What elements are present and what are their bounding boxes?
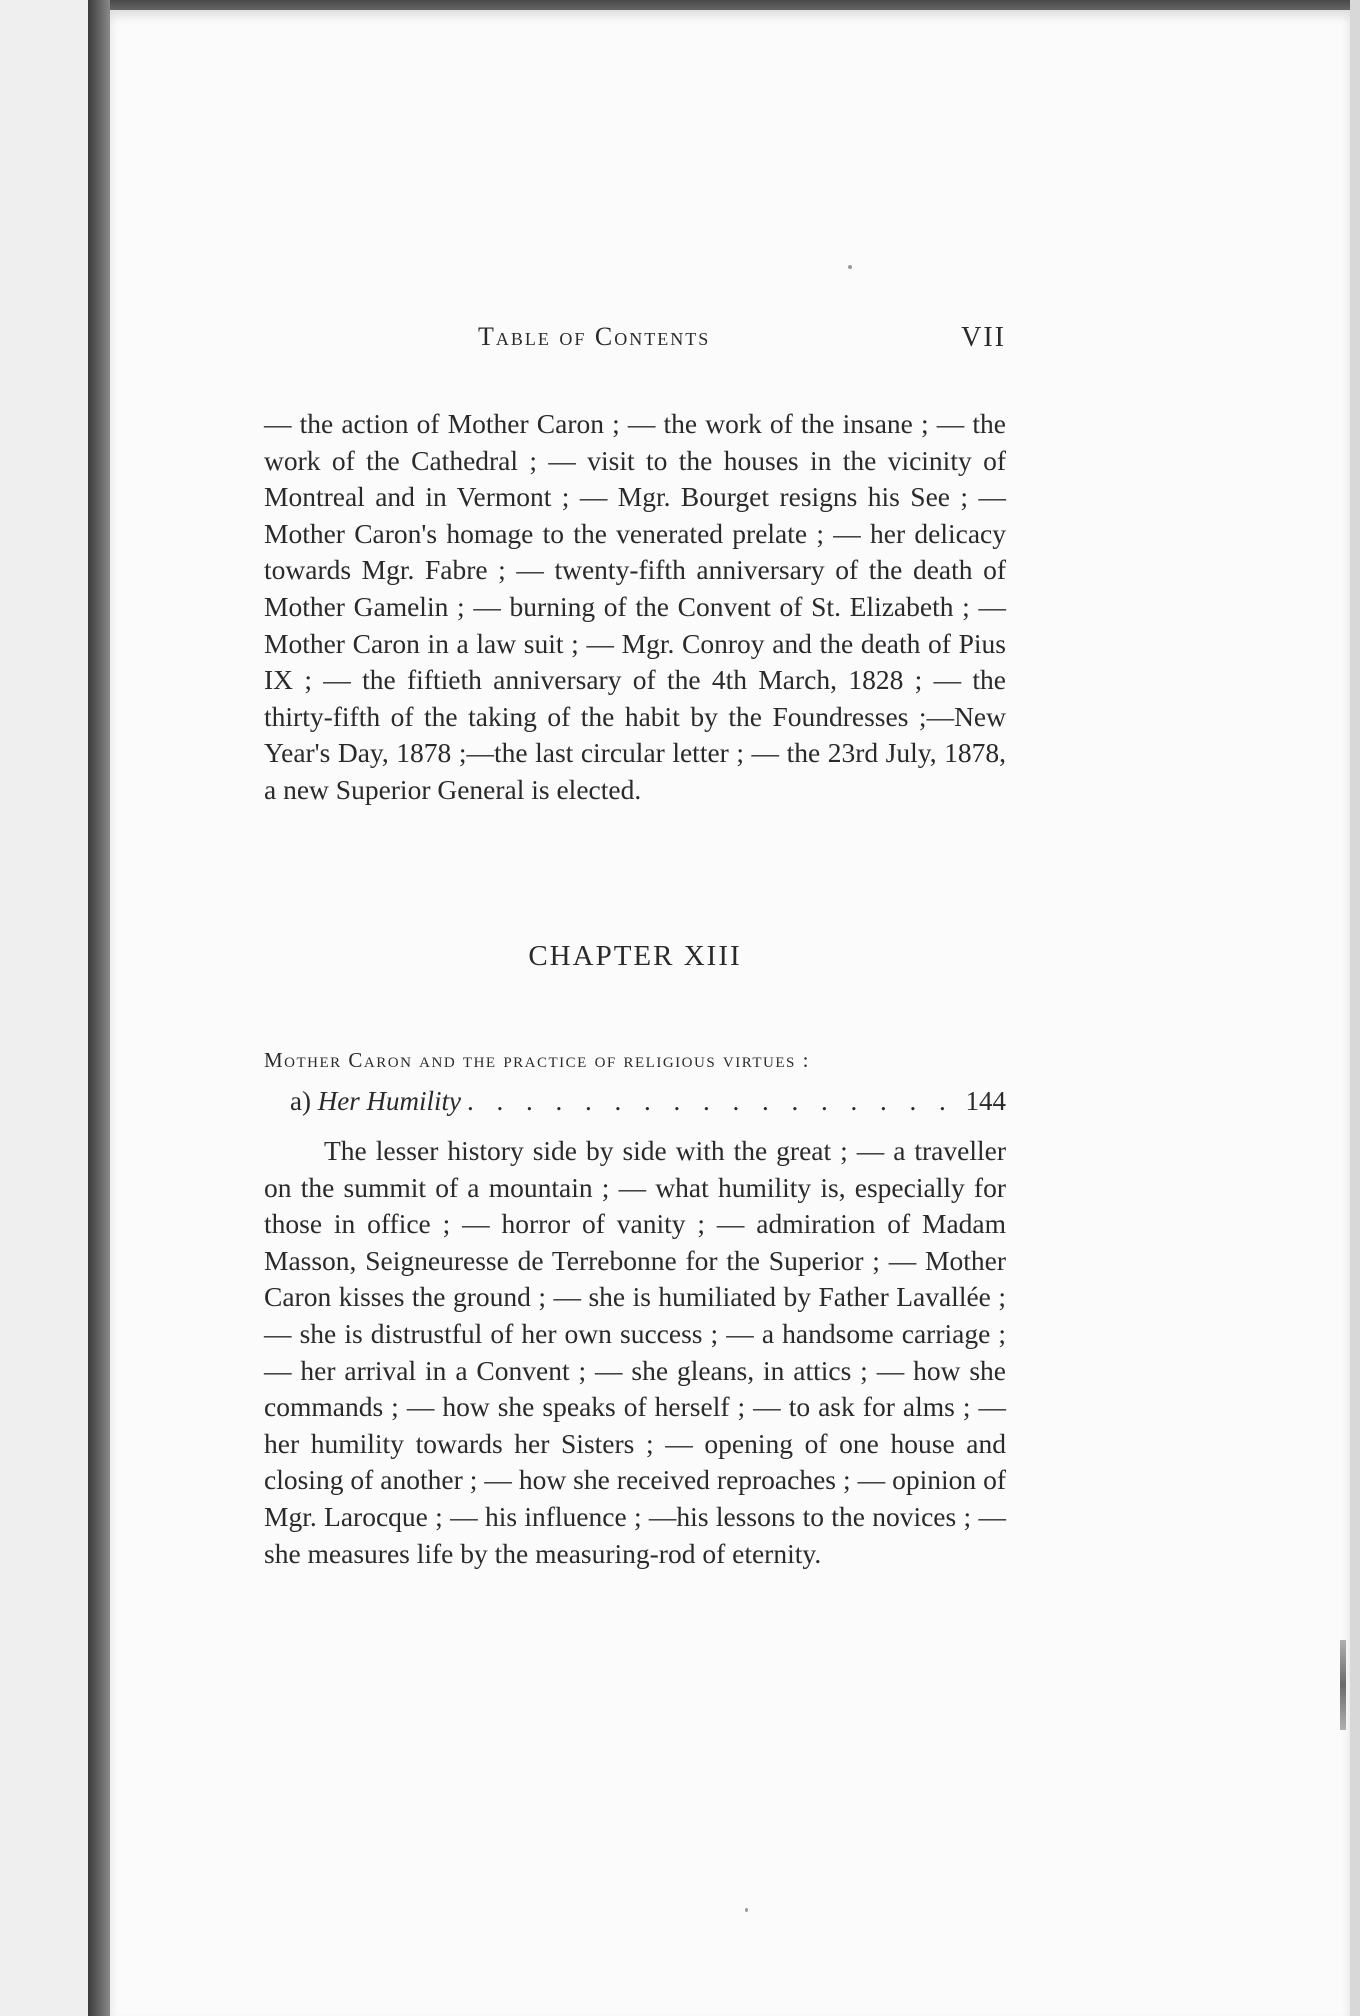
toc-entry-label: a) [290, 1086, 311, 1116]
paper-speck [745, 1908, 748, 1912]
running-header [478, 322, 1006, 362]
continuation-summary: — the action of Mother Caron ; — the work of the insane ; — the work of the Cathedral ; — visit to the houses in the vicinity of Montreal and in Vermont ; — Mgr. Bourget resigns his See ; — Mother Caron's homage to the venerated prelate ; — her delicacy towards Mgr. Fabre ; — twenty-fifth anniversary of the death of Mother Gamelin ; — burning of the Convent of St. Elizabeth ; — Mother Caron in a law suit ; — Mgr. Conroy and the death of Pius IX ; — the fiftieth anniversary of the 4th March, 1828 ; — the thirty-fifth of the taking of the habit by the Foundresses ;—New Year's Day, 1878 ;—the last circular letter ; — the 23rd July, 1878, a new Superior General is elected. [264, 408, 1006, 805]
paper-speck [848, 265, 852, 269]
scan-right-edge [1350, 0, 1360, 2016]
book-spine-shadow [88, 0, 110, 2016]
toc-entry-page: 144 [965, 1086, 1006, 1116]
running-title: Table of Contents [478, 322, 711, 351]
page-number: VII [961, 322, 1006, 353]
book-page [110, 10, 1350, 2016]
dot-leader [461, 1086, 966, 1117]
chapter-heading: CHAPTER XIII [528, 940, 742, 972]
chapter-summary: The lesser history side by side with the great ; — a traveller on the summit of a mountain ; — what humility is, especially for those in office ; — horror of vanity ; — admiration of Madam Masson, Seigneuresse de Terrebonne for the Superior ; — Mother Caron kisses the ground ; — she is humiliated by Father Lavallée ;— she is distrustful of her own success ; — a handsome carriage ; — her arrival in a Convent ; — she gleans, in attics ; — how she commands ; — how she speaks of herself ; — to ask for alms ; — her humility towards her Sisters ; — opening of one house and closing of another ; — how she received reproaches ; — opinion of Mgr. Larocque ; — his influence ; —his lessons to the novices ; — she measures life by the measuring-rod of eternity. [264, 1135, 1006, 1569]
scan-left-margin [0, 0, 88, 2016]
page-edge-mark [1340, 1640, 1346, 1730]
toc-entry [290, 1086, 1006, 1117]
toc-entry-title [290, 1086, 461, 1117]
toc-entry-name: Her Humility [317, 1086, 461, 1116]
section-title: Mother Caron and the practice of religious virtues : [264, 1048, 810, 1072]
